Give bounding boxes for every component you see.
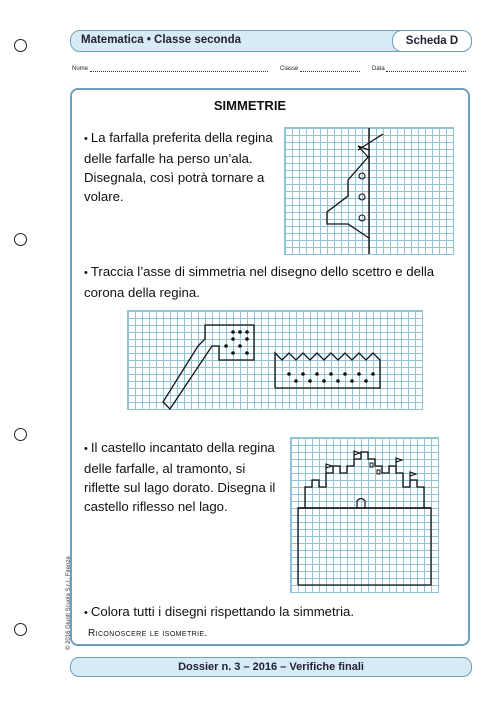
copyright-notice: © 2016 Giunti Scuola S.r.l., Firenze — [66, 556, 72, 650]
scepter-crown-grid[interactable] — [127, 310, 423, 410]
butterfly-grid[interactable] — [284, 127, 454, 255]
binder-hole-upper-middle — [14, 233, 27, 246]
worksheet-header — [70, 30, 472, 52]
exercise-4-text — [84, 602, 462, 623]
scepter-dots — [224, 330, 249, 355]
castle-window — [370, 463, 373, 467]
date-line — [386, 66, 466, 72]
binder-hole-lower-middle — [14, 428, 27, 441]
date-field[interactable] — [372, 66, 466, 72]
worksheet-footer: Dossier n. 3 – 2016 – Verifiche finali — [70, 657, 472, 677]
exercise-1-bullet: • — [84, 133, 88, 145]
class-field[interactable] — [280, 66, 360, 72]
date-label: Data — [372, 66, 385, 72]
class-line — [300, 66, 360, 72]
exercise-1-body: La farfalla preferita della regina delle farfalle ha perso un’ala. Disegnala, così potrà tornare a volare. — [84, 130, 273, 204]
subject-label: Matematica • Classe seconda — [81, 34, 241, 46]
exercise-2-body: Traccia l’asse di simmetria nel disegno dello scettro e della corona della regina. — [84, 264, 435, 300]
castle-drawing — [291, 438, 438, 592]
wing-dot — [359, 215, 365, 221]
class-label: Classe — [280, 66, 299, 72]
scepter-crown-drawing — [128, 311, 422, 409]
exercise-3-body: Il castello incantato della regina delle farfalle, al tramonto, si riflette sul lago dorato. Disegna il castello riflesso nel lago. — [84, 440, 276, 514]
learning-objective: Riconoscere le isometrie. — [88, 628, 208, 639]
crown-dots — [287, 372, 375, 383]
castle-door — [357, 499, 365, 509]
butterfly-drawing — [285, 128, 453, 254]
butterfly-half-wing — [327, 156, 369, 238]
binder-hole-bottom — [14, 623, 27, 636]
name-field[interactable] — [72, 66, 268, 72]
sheet-label: Scheda D — [392, 30, 472, 52]
wing-dot — [359, 194, 365, 200]
scepter-outline — [163, 325, 254, 409]
binder-hole-top — [14, 39, 27, 52]
name-label: Nome — [72, 66, 89, 72]
crown-outline — [275, 353, 380, 388]
name-line — [90, 66, 268, 72]
butterfly-head — [358, 146, 369, 158]
worksheet-title: SIMMETRIE — [213, 98, 287, 113]
exercise-2-text — [84, 262, 462, 302]
castle-window — [377, 470, 380, 474]
exercise-1-text — [84, 128, 274, 206]
exercise-4-bullet: • — [84, 607, 88, 619]
exercise-3-text — [84, 438, 282, 516]
wing-dot — [359, 173, 365, 179]
castle-grid[interactable] — [290, 437, 439, 593]
exercise-2-bullet: • — [84, 267, 88, 279]
lake-outline — [298, 508, 431, 585]
exercise-4-body: Colora tutti i disegni rispettando la simmetria. — [90, 604, 354, 619]
exercise-3-bullet: • — [84, 443, 88, 455]
